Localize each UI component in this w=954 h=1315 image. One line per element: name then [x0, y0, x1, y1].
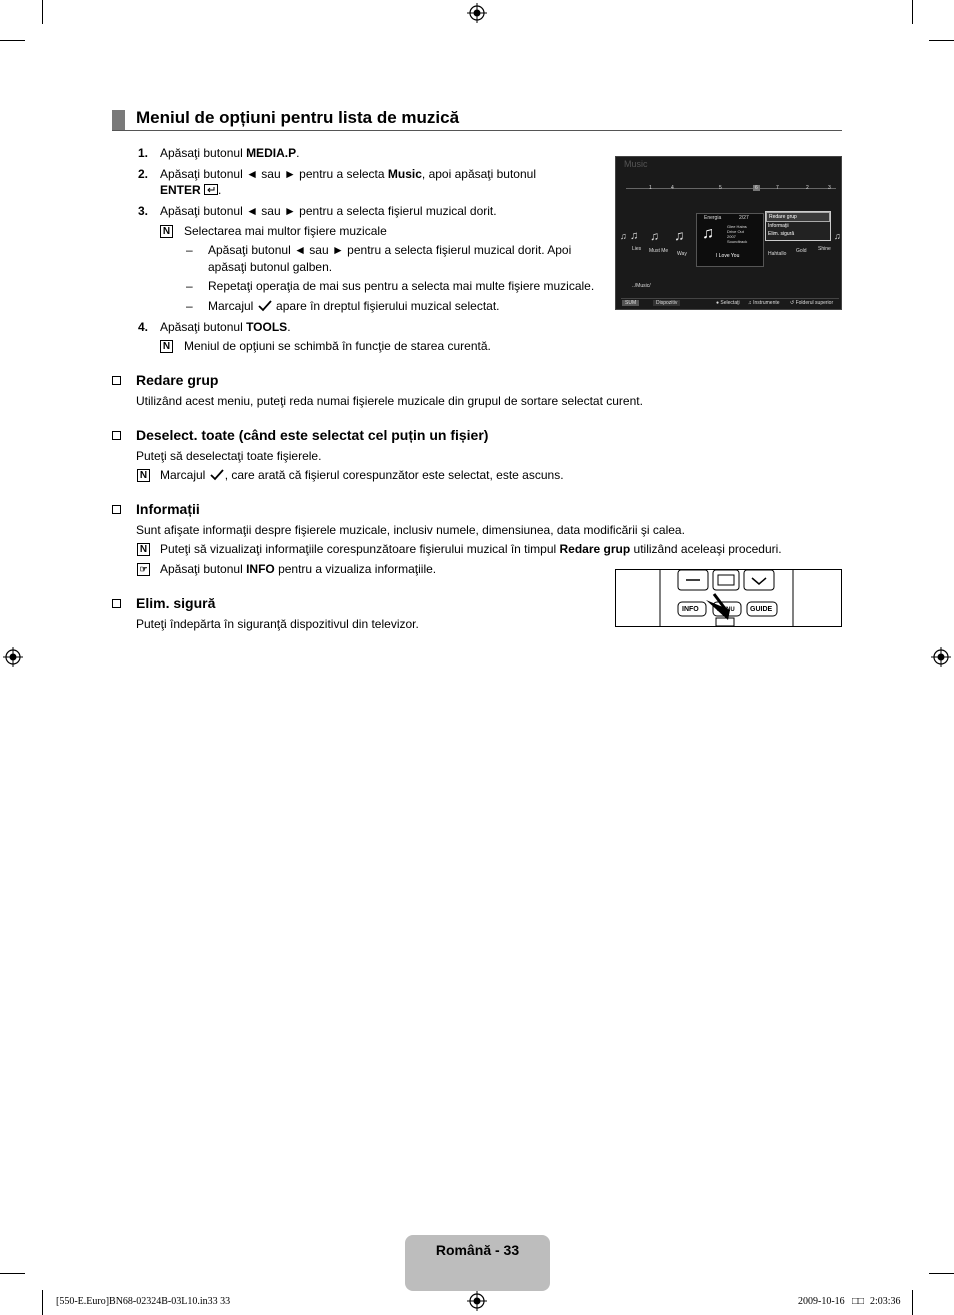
registration-mark-icon: [467, 1291, 487, 1311]
section-body: Sunt afişate informaţii despre fişierele muzicale, inclusiv numele, dimensiunea, data modificării şi calea.: [136, 523, 685, 537]
step-number: 4.: [138, 320, 149, 334]
tv-hint-parent: ↺ Folderul superior: [790, 300, 834, 306]
crop-mark: [929, 1273, 954, 1274]
tv-info-line: Glee Hains: [727, 224, 747, 229]
heading-bar: [112, 110, 125, 130]
info-button[interactable]: INFO: [682, 606, 699, 613]
music-note-icon: ♫: [834, 231, 841, 241]
page-number: Română - 33: [435, 1242, 520, 1258]
sub-item-text: Repetaţi operaţia de mai sus pentru a selecta mai multe fişiere muzicale.: [208, 279, 595, 293]
menu-button[interactable]: MENU: [717, 607, 735, 613]
tv-timeline-label: 3: [828, 185, 831, 191]
step-2-text-line2: ENTER .: [160, 183, 222, 197]
crop-mark: [42, 0, 43, 24]
tv-bottom-sum: [622, 300, 639, 306]
sub-item-text: Marcajul apare în dreptul fişierului muzical selectat.: [208, 299, 500, 313]
tv-timeline-label: 1: [649, 185, 652, 191]
crop-mark: [0, 1273, 25, 1274]
tv-bottom-device: [653, 300, 680, 306]
page-number-tab: [405, 1235, 550, 1291]
tv-timeline-label: 2: [806, 185, 809, 191]
section-title-elim-sigura: Elim. sigură: [136, 595, 216, 611]
crop-mark: [42, 1290, 43, 1315]
step-1-text: Apăsaţi butonul MEDIA.P.: [160, 146, 300, 160]
tv-bottom-device-label: Dispozitiv: [656, 300, 678, 306]
section-title-redare-grup: Redare grup: [136, 372, 219, 388]
crop-mark: [929, 40, 954, 41]
note-icon: N: [160, 340, 173, 353]
music-note-icon: ♫: [620, 231, 627, 241]
tv-menu-item-elim-sigura[interactable]: Elim. sigură: [768, 231, 795, 237]
section-title-deselect: Deselect. toate (când este selectat cel puțin un fișier): [136, 427, 489, 443]
tv-hint-select: ● Selectaţi: [716, 300, 740, 306]
tv-item-label: Way: [677, 251, 687, 257]
registration-mark-icon: [931, 647, 951, 667]
footer-date: 2009-10-16: [798, 1296, 845, 1307]
tv-item-label: Shine: [818, 246, 831, 252]
tv-menu-item-informatii[interactable]: Informaţii: [768, 223, 789, 229]
music-note-icon: ♫: [674, 227, 685, 243]
step-number: 3.: [138, 204, 149, 218]
tv-menu-item-redare-grup[interactable]: Redare grup: [766, 212, 830, 222]
note-icon: N: [160, 225, 173, 238]
section-bullet: [112, 431, 121, 440]
section-note: Puteţi să vizualizaţi informaţiile corespunzătoare fişierului muzical în timpul Redare grup utilizând aceleaşi proceduri.: [160, 542, 782, 556]
tv-hint-tools: ♫ Instrumente: [748, 300, 780, 306]
step-number: 1.: [138, 146, 149, 160]
tv-screenshot: [615, 156, 842, 310]
tv-info-label: Energia: [704, 215, 722, 221]
step-number: 2.: [138, 167, 149, 181]
music-note-icon: ♫: [630, 230, 639, 242]
tv-info-count: 2/27: [739, 215, 749, 221]
footer-file: [550-E.Euro]BN68-02324B-03L10.in33 33: [56, 1296, 231, 1307]
crop-mark: [0, 40, 25, 41]
guide-button[interactable]: GUIDE: [750, 606, 773, 613]
section-body: Puteţi îndepărta în siguranţă dispozitivul din televizor.: [136, 617, 419, 631]
step-3-note: Selectarea mai multor fişiere muzicale: [184, 224, 387, 238]
section-bullet: [112, 376, 121, 385]
tv-hint-select-label: Selectaţi: [720, 300, 740, 306]
tv-path: ../Music/: [632, 283, 651, 289]
music-note-icon: ♫: [650, 229, 659, 243]
section-body: Utilizând acest meniu, puteţi reda numai fişierele muzicale din grupul de sortare selectat curent.: [136, 394, 643, 408]
step-2-text: Apăsaţi butonul ◄ sau ► pentru a selecta Music, apoi apăsaţi butonul: [160, 167, 536, 181]
remote-illustration: [615, 569, 842, 627]
tv-hint-tools-label: Instrumente: [753, 300, 780, 306]
tv-options-menu: [765, 211, 831, 241]
tv-info-line: 2007: [727, 234, 736, 239]
section-bullet: [112, 505, 121, 514]
tv-timeline-label: 6: [755, 185, 758, 191]
crop-mark: [912, 0, 913, 24]
section-title-informatii: Informații: [136, 501, 200, 517]
tv-hint-parent-label: Folderul superior: [795, 300, 834, 306]
sub-item-text: Apăsaţi butonul ◄ sau ► pentru a selecta fişierul muzical dorit. Apoi: [208, 243, 572, 257]
crop-mark: [912, 1290, 913, 1315]
tv-item-label: Must Me: [649, 248, 669, 254]
footer-time: 2:03:36: [870, 1296, 901, 1307]
step-3-text: Apăsaţi butonul ◄ sau ► pentru a selecta fişierul muzical dorit.: [160, 204, 497, 218]
page-title: Meniul de opțiuni pentru lista de muzică: [136, 108, 460, 127]
footer-mid: □□: [852, 1296, 865, 1307]
section-note: Marcajul , care arată că fişierul corespunzător este selectat, este ascuns.: [160, 468, 564, 482]
sub-item-text: apăsaţi butonul galben.: [208, 260, 333, 274]
tv-info-line: Soundtrack: [727, 239, 748, 244]
tv-item-label: Hahtallo: [768, 251, 787, 257]
tv-item-label: Gold: [796, 248, 807, 254]
step-4-note: Meniul de opţiuni se schimbă în funcţie de starea curentă.: [184, 339, 491, 353]
tv-timeline: [626, 188, 836, 189]
section-body: Puteţi să deselectaţi toate fişierele.: [136, 449, 322, 463]
tv-title: Music: [624, 159, 648, 169]
tv-timeline-label: 7: [776, 185, 779, 191]
music-note-icon: ♫: [702, 225, 714, 242]
section-note: Apăsaţi butonul INFO pentru a vizualiza informaţiile.: [160, 562, 437, 576]
tv-timeline-label: 5: [719, 185, 722, 191]
remote-body-icon: [616, 570, 842, 627]
note-icon: N: [137, 469, 150, 482]
dash: –: [186, 279, 193, 293]
registration-mark-icon: [3, 647, 23, 667]
tv-timeline-label: 4: [671, 185, 674, 191]
heading-rule: [112, 130, 842, 131]
step-4-text: Apăsaţi butonul TOOLS.: [160, 320, 291, 334]
tv-info-line: Drive Out: [727, 229, 744, 234]
registration-mark-icon: [467, 3, 487, 23]
note-icon: N: [137, 543, 150, 556]
tv-song-title: I Love You: [716, 253, 740, 259]
remote-note-icon: ☞: [137, 563, 150, 576]
tv-bottom-sum-label: SUM: [625, 300, 637, 306]
enter-icon: [204, 184, 218, 195]
checkmark-icon: [257, 300, 273, 312]
tv-item-label: Lies: [632, 246, 642, 252]
dash: –: [186, 243, 193, 257]
section-bullet: [112, 599, 121, 608]
dash: –: [186, 299, 193, 313]
checkmark-icon: [209, 469, 225, 481]
